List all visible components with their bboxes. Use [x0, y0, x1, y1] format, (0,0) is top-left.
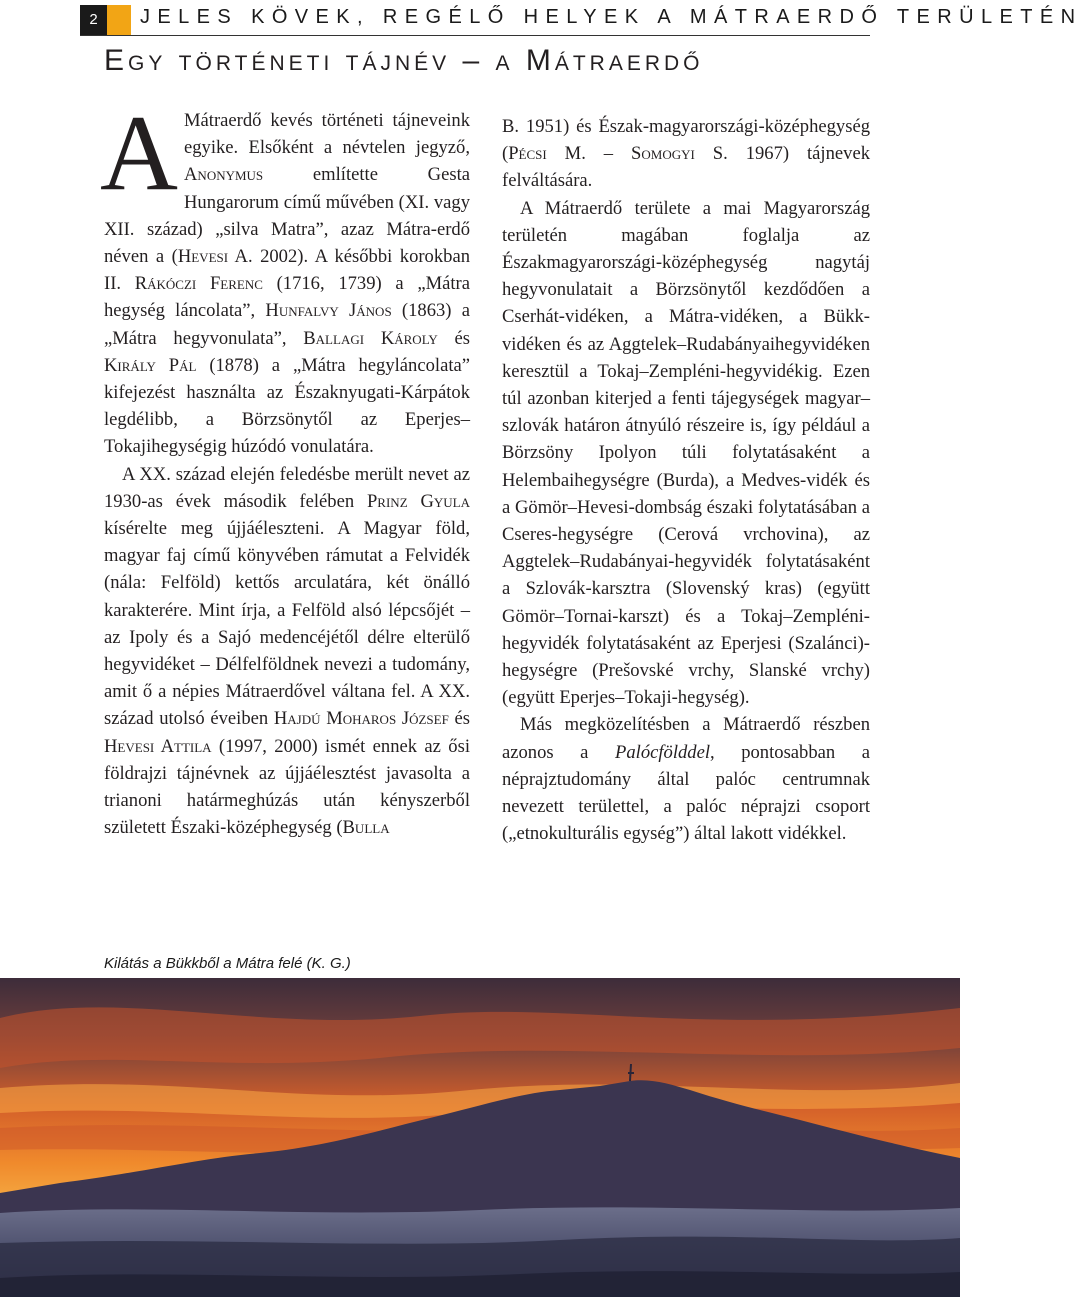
right-column [502, 113, 870, 847]
landscape-photo [0, 978, 960, 1297]
header-rule [80, 35, 870, 36]
article-title: Egy történeti tájnév – a Mátraerdő [104, 44, 704, 77]
paragraph [100, 94, 471, 461]
left-column [100, 94, 471, 841]
paragraph-text: Mátraerdő kevés történeti tájneveink egyike. Elsőként a névtelen jegyző, Anonymus említette Gesta Hungarorum című művében (XI. vagy XII. század) „silva Matra”, azaz Mátra-erdő néven a (Hevesi A. 2002). A későbbi korokban II. Rákóczi Ferenc (1716, 1739) a „Mátra hegység láncolata”, Hunfalvy János (1863) a „Mátra hegyvonulata”, Ballagi Károly és Király Pál (1878) a „Mátra hegyláncolata” kifejezést használta az Északnyugati-Kárpátok legdélibb, a Börzsönytől az Eperjes–Tokajihegységig húzódó vonulatára. [104, 110, 471, 458]
paragraph-text: Más megközelítésben a Mátraerdő részben azonos a Palócfölddel, pontosabban a néprajztudomány által palóc centrumnak nevezett területtel, a palóc néprajzi csoport („etnokulturális egység”) által lakott vidékkel. [502, 714, 871, 845]
running-title: JELES KÖVEK, REGÉLŐ HELYEK A MÁTRAERDŐ TERÜLETÉN [140, 6, 1082, 28]
header-accent-block [107, 5, 131, 35]
paragraph-text: B. 1951) és Észak-magyarországi-középhegység (Pécsi M. – Somogyi S. 1967) tájnevek felváltására. [502, 116, 870, 192]
paragraph [502, 711, 870, 847]
drop-cap: A [100, 94, 178, 213]
paragraph [502, 113, 870, 195]
paragraph [502, 195, 870, 712]
paragraph [104, 461, 470, 842]
page-number: 2 [80, 5, 107, 35]
paragraph-text: A Mátraerdő területe a mai Magyarország területén magában foglalja az Északmagyarországi-középhegység nagytáj hegyvonulatait a Börzsönytől kezdődően a Cserhát-vidéken, a Mátra-vidéken, a Bükk-vidéken és az Aggtelek–Rudabányaihegyvidéken keresztül a Tokaj–Zempléni-hegyvidékig. Ezen túl azonban kiterjed a fenti tájegységek magyar–szlovák határon átnyúló részeire is, így például a Börzsöny Ipolyon túli folytatásaként a Helembaihegységre (Burda), a Medves-vidék és a Gömör–Hevesi-dombság északi folytatásában a Cseres-hegységre (Cerová vrchovina), az Aggtelek–Rudabányai-hegyvidék folytatásaként a Szlovák-karsztra (Slovenský kras) (együtt Gömör–Tornai-karszt) és a Tokaj–Zempléni-hegyvidék folytatásaként az Eperjesi (Szalánci)-hegységre (Prešovské vrchy, Slanské vrchy) (együtt Eperjes–Tokaji-hegység). [502, 197, 870, 709]
figure-caption: Kilátás a Bükkből a Mátra felé (K. G.) [104, 955, 351, 972]
paragraph-text: A XX. század elején feledésbe merült nevet az 1930-as évek második felében Prinz Gyula kísérelte meg újjáéleszteni. A Magyar föld, magyar faj című könyvében rámutat a Felvidék (nála: Felföld) kettős arculatára, két önálló karakterére. Mint írja, a Felföld alsó lépcsőjét – az Ipoly és a Sajó medencéjétől délre elterülő hegyvidéket – Délfelföldnek nevezi a tudomány, amit ő a népies Mátraerdővel váltana fel. A XX. század utolsó éveiben Hajdú Moharos József és Hevesi Attila (1997, 2000) ismét ennek az ősi földrajzi tájnévnek az újjáélesztést javasolta a trianoni határmeghúzás után kényszerből született Északi-középhegység (Bulla [104, 463, 470, 839]
